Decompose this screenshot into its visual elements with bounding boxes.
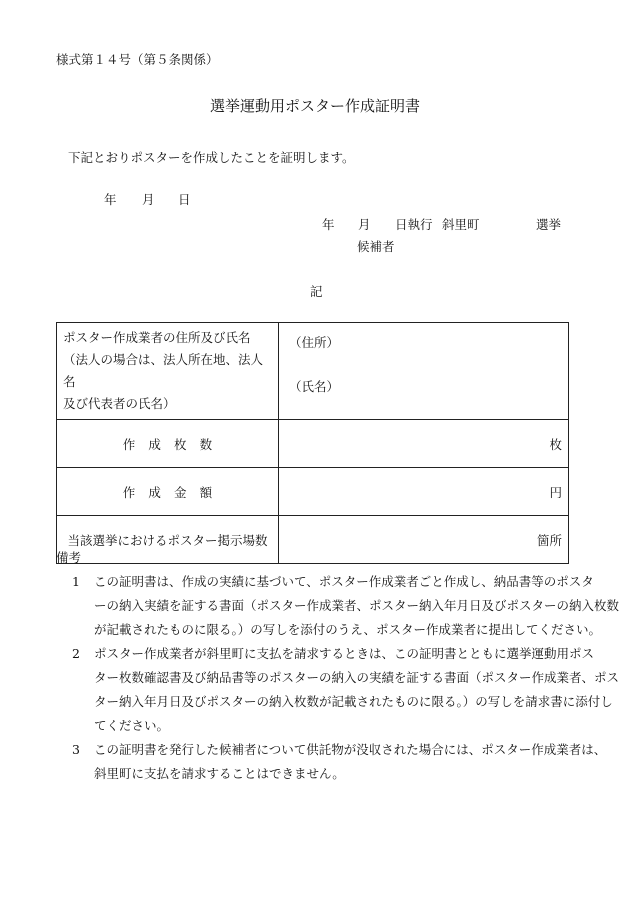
note-line: この証明書は、作成の実績に基づいて、ポスター作成業者ごと作成し、納品書等のポスタ (94, 574, 594, 589)
certify-day-label: 日 (178, 192, 191, 207)
certify-year-label: 年 (104, 192, 117, 207)
candidate-label: 候補者 (357, 239, 395, 254)
municipality-name: 斜里町 (442, 217, 480, 232)
election-date-suffix: 日執行 (395, 217, 433, 232)
boards-label: 当該選挙におけるポスター掲示場数 (67, 532, 268, 548)
producer-label-line3: 及び代表者の氏名） (63, 396, 176, 411)
count-unit: 枚 (549, 436, 562, 452)
address-label: （住所） (289, 335, 340, 350)
count-label: 作成枚数 (122, 436, 226, 452)
boards-value-cell[interactable] (279, 516, 569, 564)
note-number: 3 (72, 742, 80, 757)
boards-label-cell (57, 516, 279, 564)
note-number: 1 (72, 574, 80, 589)
note-line: ーの納入実績を証する書面（ポスター作成業者、ポスター納入年月日及びポスターの納入枚数 (94, 598, 620, 613)
table-row (57, 323, 569, 420)
note-line: ター枚数確認書及び納品書等のポスターの納入の実績を証する書面（ポスター作成業者、ポス (94, 670, 620, 685)
table-row (57, 420, 569, 468)
certificate-table (56, 322, 569, 564)
amount-unit: 円 (549, 484, 562, 500)
count-label-cell (57, 420, 279, 468)
table-row (57, 516, 569, 564)
election-year-label: 年 (322, 217, 335, 232)
note-line: この証明書を発行した候補者について供託物が没収された場合には、ポスター作成業者は、 (94, 742, 607, 757)
ki-heading: 記 (310, 284, 323, 299)
producer-label-cell (57, 323, 279, 420)
producer-label-line1: ポスター作成業者の住所及び氏名 (63, 330, 251, 345)
remarks-heading: 備考 (56, 550, 82, 565)
note-2 (56, 642, 620, 738)
form-number: 様式第１４号（第５条関係） (56, 52, 219, 67)
election-word: 選挙 (536, 217, 562, 232)
note-3 (56, 738, 607, 786)
amount-value-cell[interactable] (279, 468, 569, 516)
table-row (57, 468, 569, 516)
note-line: ター納入年月日及びポスターの納入枚数が記載されたものに限る。）の写しを請求書に添付し (94, 694, 613, 709)
election-month-label: 月 (358, 217, 371, 232)
note-line: ポスター作成業者が斜里町に支払を請求するときは、この証明書とともに選挙運動用ポス (94, 646, 595, 661)
note-line: が記載されたものに限る。）の写しを添付のうえ、ポスター作成業者に提出してください。 (94, 622, 602, 637)
note-number: 2 (72, 646, 80, 661)
intro-text: 下記とおりポスターを作成したことを証明します。 (68, 150, 355, 165)
producer-value-cell[interactable] (279, 323, 569, 420)
producer-label-line2: （法人の場合は、法人所在地、法人名 (63, 352, 264, 389)
count-value-cell[interactable] (279, 420, 569, 468)
note-line: 斜里町に支払を請求することはできません。 (94, 766, 345, 781)
amount-label: 作成金額 (122, 484, 226, 500)
note-1 (56, 570, 620, 642)
amount-label-cell (57, 468, 279, 516)
certify-month-label: 月 (142, 192, 155, 207)
name-label: （氏名） (289, 379, 340, 394)
note-line: てください。 (94, 718, 170, 733)
document-title: 選挙運動用ポスター作成証明書 (209, 97, 420, 115)
boards-unit: 箇所 (536, 532, 562, 548)
